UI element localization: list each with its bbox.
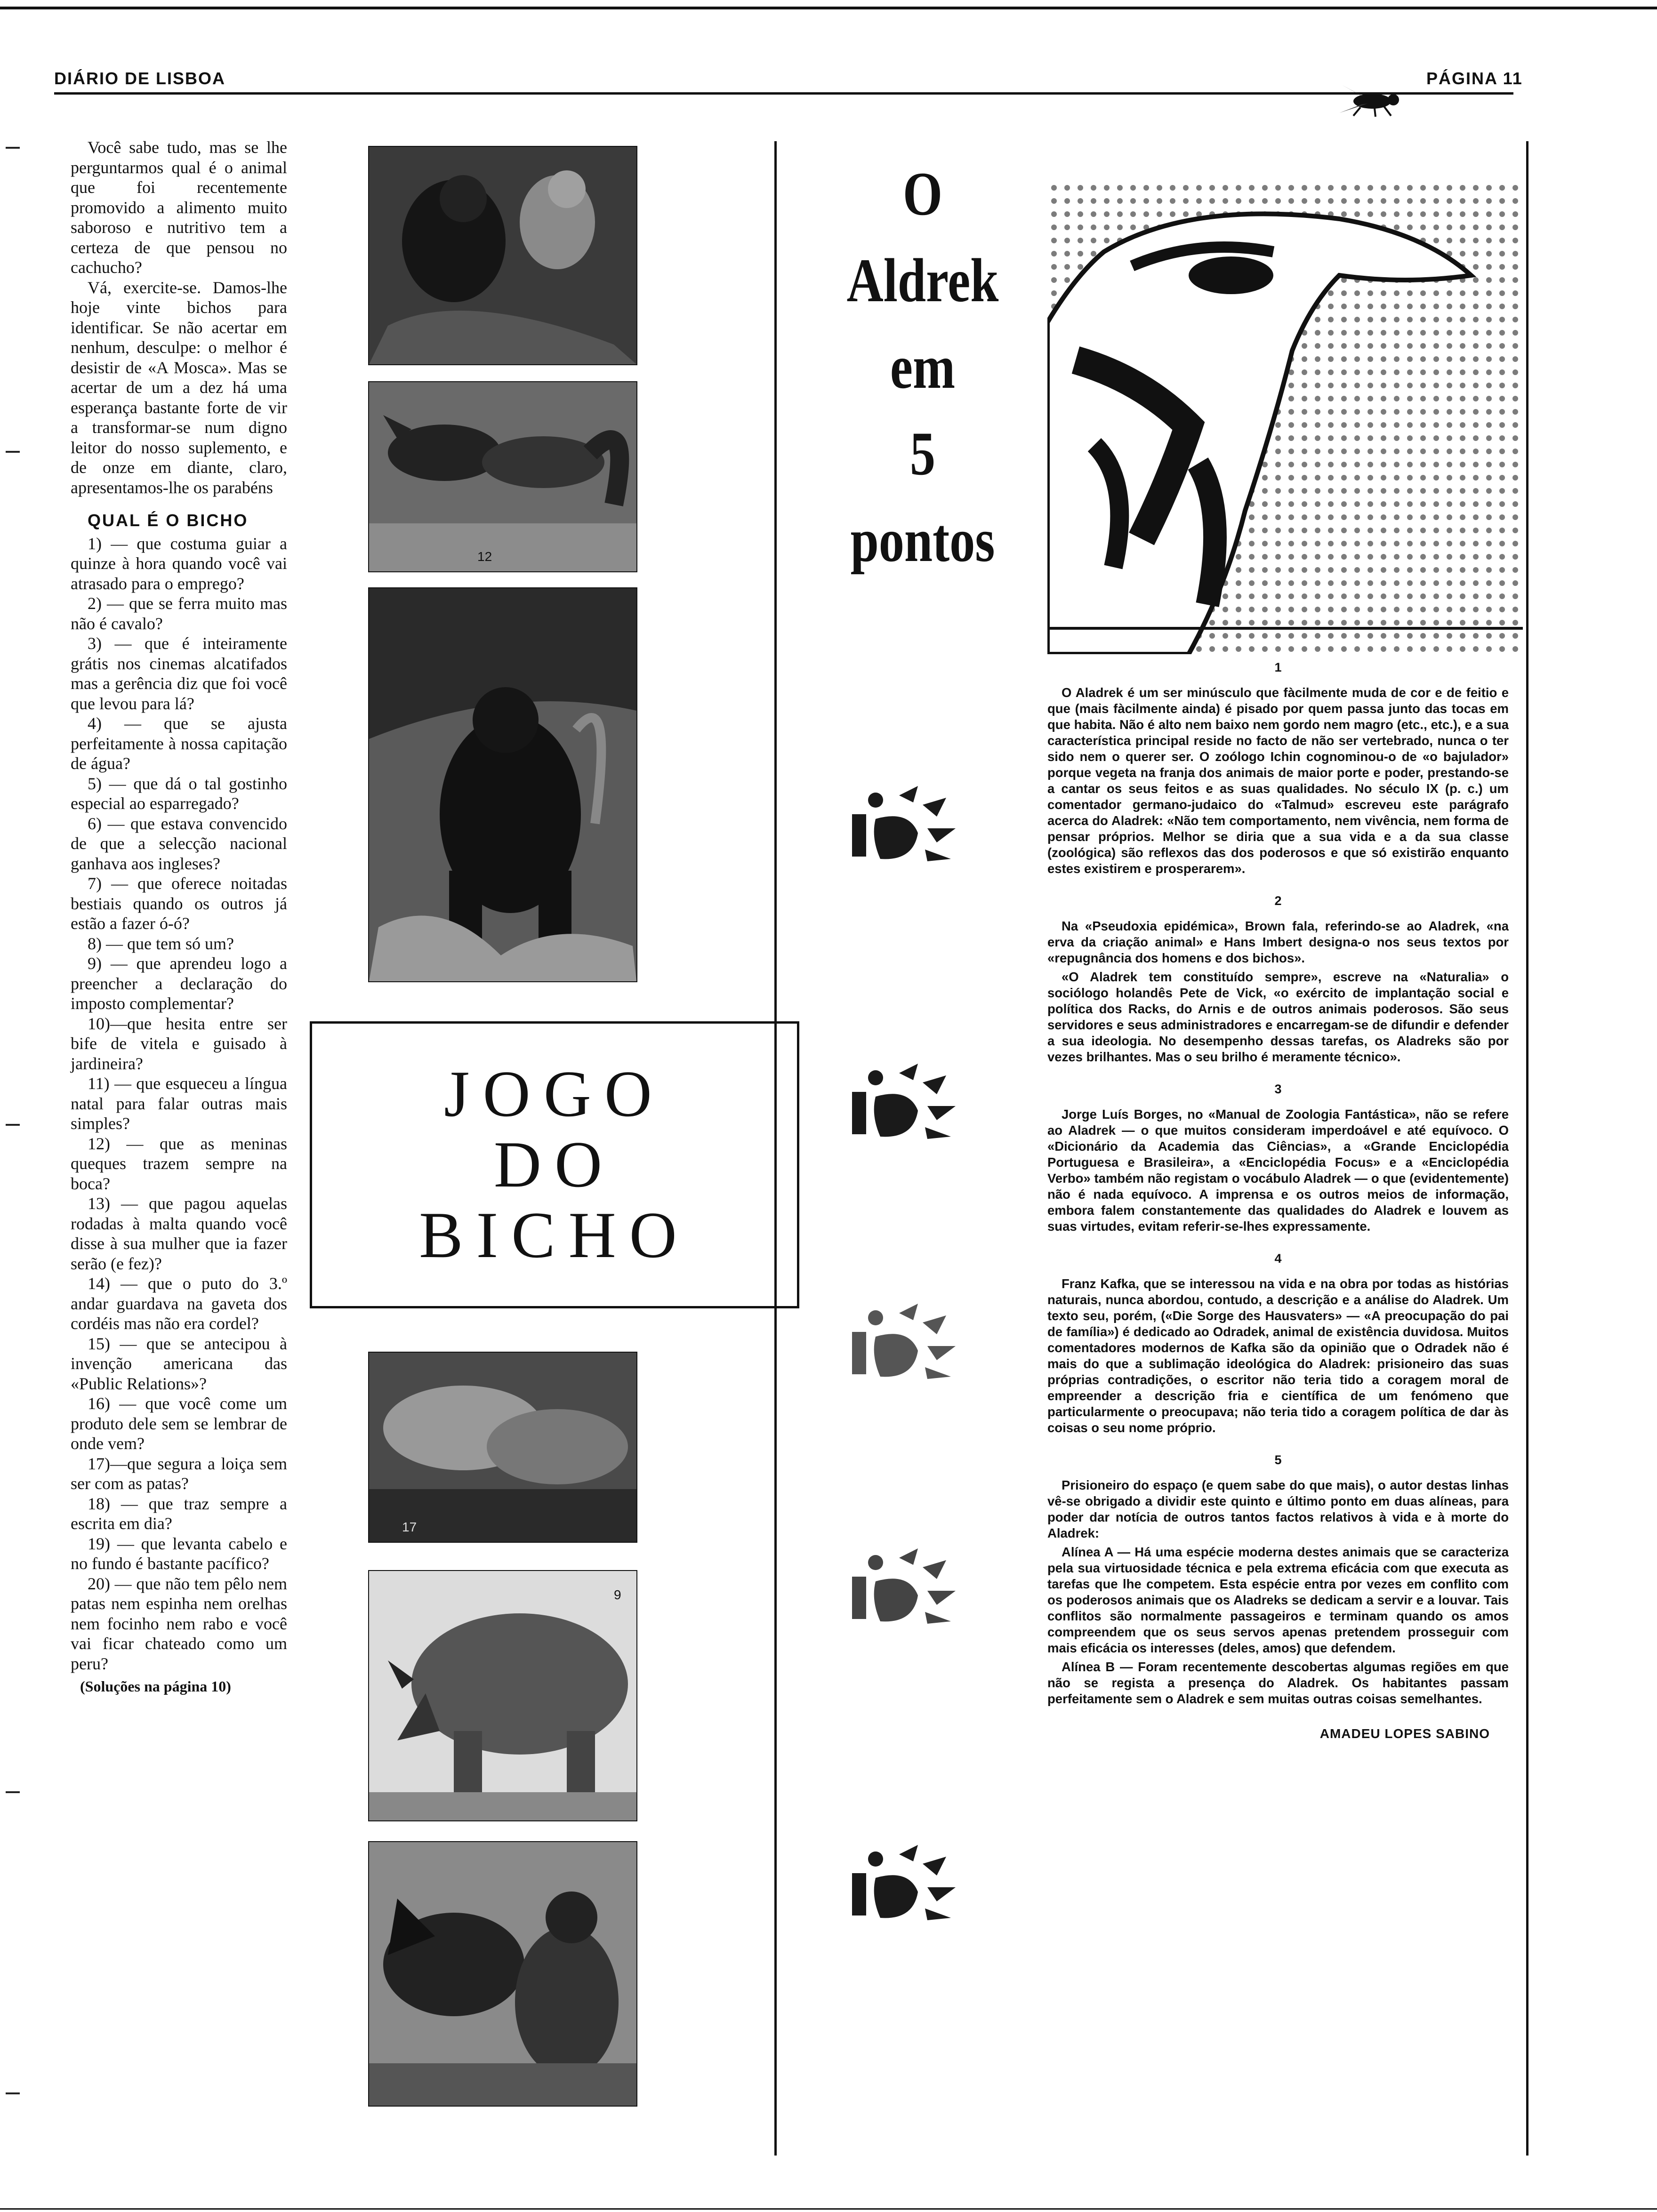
- paw-logo-icon: [847, 1299, 1003, 1384]
- paw-logo-icon: [847, 781, 1003, 866]
- photo-caption: 17: [402, 1520, 417, 1534]
- question-3: 3) — que é inteiramente grátis nos cinemas alcatifados mas a gerência diz que foi você que levou para lá?: [71, 634, 287, 713]
- question-17: 17)—que segura a loiça sem ser com as patas?: [71, 1454, 287, 1493]
- article-paragraph: Prisioneiro do espaço (e quem sabe do que mais), o autor destas linhas vê-se obrigado a dividir este quinto e último ponto em duas alíneas, para poder dar notícia de outros tantos factos relativos à vida e à morte do Aladrek:: [1047, 1478, 1509, 1540]
- column-rule: [774, 141, 777, 2156]
- aldrek-title-line: 5: [909, 419, 936, 488]
- section-number: 2: [1274, 894, 1282, 908]
- question-15: 15) — que se antecipou à invenção americana das «Public Relations»?: [71, 1334, 287, 1393]
- article-paragraph: «O Aladrek tem constituído sempre», escreve na «Naturalia» o sociólogo holandês Pete de Vick, «o exército de implantação social e política dos Racks, do Arnis e de outros animais poderosos. São seus servidores e seus administradores e encarregam-se de difundir e defender a sua ideologia. No desempenho dessas tarefas, os Aladreks são por vezes brilhantes. Mas o seu brilho é meramente técnico».: [1047, 970, 1509, 1064]
- jogo-title-line: DO: [493, 1128, 616, 1201]
- article-paragraph: Franz Kafka, que se interessou na vida e na obra por todas as histórias naturais, nunca abordou, contudo, a descrição e a análise do Aladrek. Um texto seu, porém, («Die Sorge des Hausvaters» — «A preocupação do pai de família») é dedicado ao Odradek, animal de existência duvidosa. Muitos comentadores modernos de Kafka são da opinião que o Odradek não é mais do que a sublimação ideológica do Aladrek: prisioneiro das suas próprias contradições, o escritor não teria tido a coragem moral de empreender a descrição fria e científica de um fenómeno que particularmente o preocupava; não teria tido a coragem política de dar às coisas o seu nome próprio.: [1047, 1276, 1509, 1435]
- intro-paragraph: Você sabe tudo, mas se lhe perguntarmos qual é o animal que foi recentemente promovido a alimento muito saboroso e nutritivo tem a certeza de que pensou no cachucho?: [71, 138, 287, 277]
- fly-icon: [1332, 80, 1403, 118]
- question-8: 8) — que tem só um?: [88, 934, 234, 953]
- question-13: 13) — que pagou aquelas rodadas à malta quando você disse à sua mulher que ia fazer serão (e fez)?: [71, 1194, 287, 1273]
- article-paragraph: Alínea A — Há uma espécie moderna destes animais que se caracteriza pela sua virtuosidade técnica e pela extrema eficácia com que executa as tarefas que lhe competem. Esta espécie entra por vezes em conflito com os poderosos animais que os Aladreks se dedicam a servir e a louvar. Tais conflitos são normalmente passageiros e terminam quando os amos compreendem que os seus servos apenas pretendem prosseguir com mais eficácia os interesses (deles, amos) que defendem.: [1047, 1545, 1509, 1655]
- question-12: 12) — que as meninas queques trazem sempre na boca?: [71, 1134, 287, 1193]
- question-9: 9) — que aprendeu logo a preencher a declaração do imposto complementar?: [71, 954, 287, 1013]
- aldrek-title-line: O: [902, 159, 943, 228]
- question-4: 4) — que se ajusta perfeitamente à nossa capitação de água?: [71, 714, 287, 773]
- animal-photo-foxes: [368, 381, 637, 572]
- paw-logo-icon: [847, 1544, 1003, 1628]
- animal-photo-bear: [368, 587, 637, 982]
- margin-mark: [6, 1791, 20, 1793]
- section-number: 1: [1274, 660, 1282, 674]
- question-7: 7) — que oferece noitadas bestiais quando os outros já estão a fazer ó-ó?: [71, 874, 287, 933]
- question-2: 2) — que se ferra muito mas não é cavalo?: [71, 594, 287, 633]
- jogo-do-bicho-box: [310, 1021, 799, 1308]
- header-rule: [54, 92, 1513, 95]
- article-paragraph: O Aladrek é um ser minúsculo que fàcilmente muda de cor e de feitio e que (mais fàcilmente ainda) é pisado por quem passa junto das tocas em que habita. Não é alto nem baixo nem gordo nem magro (etc., etc.), e a sua característica principal reside no facto de não ser vertebrado, nunca o ter sido nem o querer ser. O zoólogo Ichin cognominou-o de «o bajulador» porque vegeta na franja dos animais de maior porte e poder, prestando-se a cantar os seus feitos e as suas qualidades. No século IX (p. c.) um comentador germano-judaico do «Talmud» escreveu este parágrafo acerca do Aladrek: «Não tem comportamento, nem vivência, nem forma de pensar próprios. Melhor se diria que a sua vida e a da sua classe (zoológica) são reflexos das dos poderosos e que só existirão enquanto estes existirem e prosperarem».: [1047, 685, 1509, 876]
- aldrek-title: [822, 151, 1023, 584]
- question-18: 18) — que traz sempre a escrita em dia?: [71, 1494, 287, 1533]
- quiz-heading: QUAL É O BICHO: [88, 511, 249, 530]
- photo-caption: 9: [614, 1587, 621, 1602]
- column-rule: [1526, 141, 1528, 2156]
- quiz-column: [71, 137, 287, 1697]
- aldrek-title-line: em: [890, 332, 956, 401]
- question-6: 6) — que estava convencido de que a selecção nacional ganhava aos ingleses?: [71, 814, 287, 873]
- question-19: 19) — que levanta cabelo e no fundo é bastante pacífico?: [71, 1534, 287, 1573]
- section-number: 3: [1274, 1082, 1282, 1096]
- animal-photo-monkeys: [368, 146, 637, 365]
- photo-caption: 12: [477, 549, 492, 564]
- jogo-title-line: BICHO: [419, 1199, 690, 1272]
- aldrek-title-line: pontos: [850, 505, 995, 575]
- section-number: 5: [1274, 1453, 1282, 1467]
- top-border: [0, 7, 1657, 9]
- page-number: PÁGINA 11: [1426, 69, 1523, 88]
- bottom-border: [0, 2208, 1657, 2210]
- margin-mark: [6, 147, 20, 149]
- animal-photo-pigs: [368, 1352, 637, 1543]
- question-11: 11) — que esqueceu a língua natal para falar outras mais simples?: [71, 1074, 287, 1133]
- question-14: 14) — que o puto do 3.º andar guardava na gaveta dos cordéis mas não era cordel?: [71, 1274, 287, 1333]
- lizard-illustration: [1047, 181, 1523, 654]
- question-1: 1) — que costuma guiar a quinze à hora quando você vai atrasado para o emprego?: [71, 534, 287, 593]
- question-10: 10)—que hesita entre ser bife de vitela e guisado à jardineira?: [71, 1014, 287, 1073]
- solutions-note: (Soluções na página 10): [80, 1678, 231, 1695]
- newspaper-name: DIÁRIO DE LISBOA: [54, 69, 226, 88]
- article-paragraph: Alínea B — Foram recentemente descobertas algumas regiões em que não se regista a presença do Aladrek. Os habitantes passam perfeitamente sem o Aladrek e sem muitas outras coisas semelhantes.: [1047, 1659, 1509, 1706]
- animal-photo-rhino: [368, 1570, 637, 1821]
- margin-mark: [6, 2092, 20, 2094]
- aldrek-title-line: Aldrek: [846, 246, 999, 315]
- author-byline: AMADEU LOPES SABINO: [1319, 1726, 1490, 1741]
- paw-logo-icon: [847, 1840, 1003, 1925]
- question-16: 16) — que você come um produto dele sem se lembrar de onde vem?: [71, 1394, 287, 1453]
- intro-paragraph: Vá, exercite-se. Damos-lhe hoje vinte bichos para identificar. Se não acertar em nenhum, desculpe: o melhor é desistir de «A Mosca». Mas se acertar de um a dez há uma esperança bastante forte de vir a transformar-se num digno leitor do nosso suplemento, e de onze em diante, claro, apresentamos-lhe os parabéns: [71, 278, 287, 497]
- aldrek-article: [1047, 657, 1509, 1742]
- margin-mark: [6, 451, 20, 453]
- section-number: 4: [1274, 1251, 1282, 1266]
- jogo-title-line: JOGO: [444, 1058, 665, 1130]
- question-20: 20) — que não tem pêlo nem patas nem espinha nem orelhas nem focinho nem rabo e você vai ficar chateado como um peru?: [71, 1574, 287, 1673]
- article-paragraph: Na «Pseudoxia epidémica», Brown fala, referindo-se ao Aladrek, «na erva da criação animal» e Hans Imbert designa-o nos seus textos por «repugnância dos homens e dos bichos».: [1047, 919, 1509, 965]
- animal-photo-dogs: [368, 1841, 637, 2107]
- article-paragraph: Jorge Luís Borges, no «Manual de Zoologia Fantástica», não se refere ao Aladrek — o que muitos consideram imperdoável e até equívoco. O «Dicionário da Academia das Ciências», a «Grande Enciclopédia Portuguesa e Brasileira», a «Enciclopédia Focus» e a «Enciclopédia Verbo» também não registam o vocábulo Aladrek — o que (evidentemente) não é nada equívoco. A imprensa e os outros meios de informação, embora falem constantemente das qualidades do Aladrek e louvem as suas virtudes, evitam referir-se-lhes expressamente.: [1047, 1107, 1509, 1234]
- paw-logo-icon: [847, 1059, 1003, 1144]
- margin-mark: [6, 1124, 20, 1126]
- question-5: 5) — que dá o tal gostinho especial ao esparregado?: [71, 774, 287, 813]
